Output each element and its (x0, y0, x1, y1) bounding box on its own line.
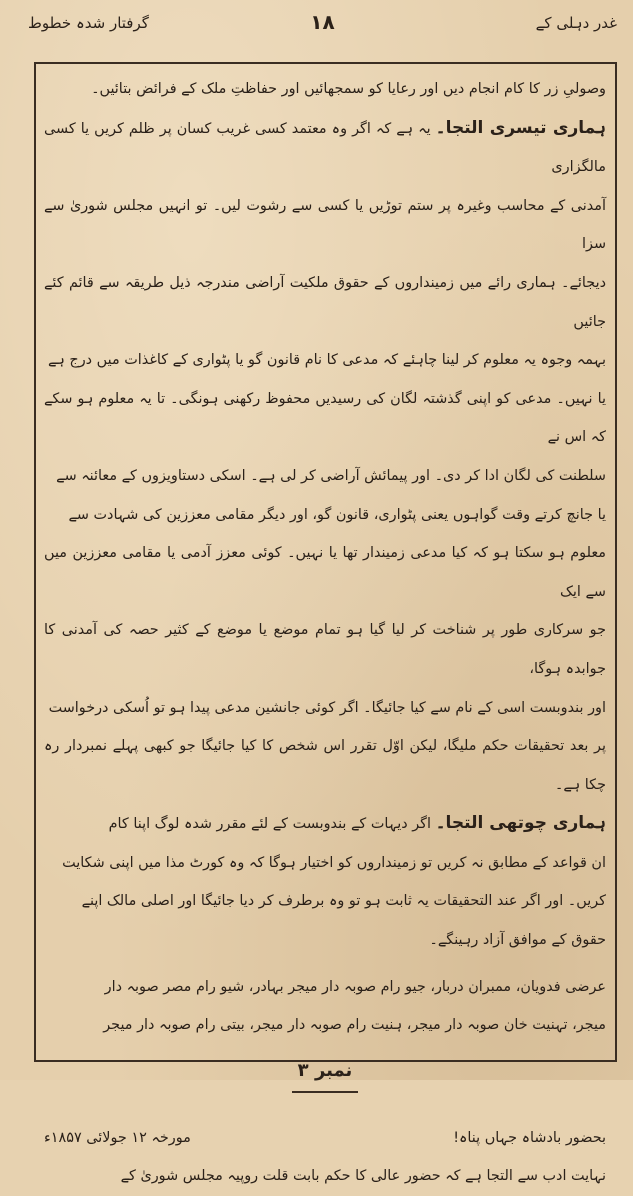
fourth-request-heading: ہماری چوتھی التجا۔ (435, 813, 606, 834)
body-line-text: اگر دیہات کے بندوبست کے لئے مقرر شدہ لوگ اپنا کام (108, 816, 436, 833)
body-line: یا نہیں۔ مدعی کو اپنی گذشتہ لگان کی رسیدیں محفوظ رکھنی ہونگی۔ تا یہ معلوم ہو سکے کہ اس نے (44, 390, 606, 446)
body-line (44, 109, 606, 187)
body-line: کریں۔ اور اگر عند التحقیقات یہ ثابت ہو تو وہ برطرف کر دیا جائیگا اور اصلی مالک اپنے (81, 893, 606, 910)
letter-number-text: نمبر ۳ (292, 1051, 359, 1093)
body-line: آمدنی کے محاسب وغیرہ پر ستم توڑیں یا کسی سے رشوت لیں۔ تو انہیں مجلس شوریٰ سے سزا (44, 197, 606, 253)
header-title-left: گرفتار شدہ خطوط (28, 14, 149, 32)
body-line: نہایت ادب سے التجا ہے کہ حضور عالی کا حکم بابت قلت روپیہ مجلس شوریٰ کے (120, 1168, 606, 1185)
header-title-right: غدر دہلی کے (535, 14, 617, 32)
letter-number (44, 1051, 606, 1093)
salutation: بحضور بادشاہ جہاں پناہ! (453, 1129, 606, 1146)
signatories-line-2: میجر، تہنیت خان صوبہ دار میجر، ہنیت رام صوبہ دار میجر، بیتی رام صوبہ دار میجر (103, 1017, 606, 1034)
body-line: یا جانچ کرتے وقت گواہوں یعنی پٹواری، قانون گو، اور دیگر مقامی معززین کی شہادت سے (68, 506, 606, 523)
letter-date: مورخہ ۱۲ جولائی ۱۸۵۷ء (44, 1129, 191, 1146)
body-line-text: یہ ہے کہ اگر وہ معتمد کسی غریب کسان پر ظلم کریں یا کسی مالگزاری (44, 120, 606, 176)
body-line: ان قواعد کے مطابق نہ کریں تو زمینداروں کو اختیار ہوگا کہ وہ کورٹ مذا میں اپنی شکایت (62, 854, 606, 871)
body-line (44, 804, 606, 844)
signatories-line-1: عرضی فدویان، ممبران دربار، جیو رام صوبہ دار میجر بہادر، شیو رام مصر صوبہ دار (104, 978, 606, 995)
body-line: حقوق کے موافق آزاد رہینگے۔ (429, 932, 606, 949)
body-line: سلطنت کی لگان ادا کر دی۔ اور پیمائش آراضی کر لی ہے۔ اسکی دستاویزوں کے معائنہ سے (56, 467, 606, 484)
page-header (28, 8, 617, 44)
body-line: وصولیِ زر کا کام انجام دیں اور رعایا کو سمجھائیں اور حفاظتِ ملک کے فرائض بتائیں۔ (91, 81, 606, 97)
body-line: بہمہ وجوہ یہ معلوم کر لینا چاہئے کہ مدعی کا نام قانون گو یا پٹواری کے کاغذات میں درج ہے (47, 352, 606, 369)
body-line: معلوم ہو سکتا ہو کہ کیا مدعی زمیندار تھا یا نہیں۔ کوئی معزز آدمی یا مقامی معززین میں سے ایک (44, 545, 606, 600)
body-line: دیجائے۔ ہماری رائے میں زمینداروں کے حقوق ملکیت آراضی مندرجہ ذیل طریقہ سے قائم کئے جائیں (44, 274, 606, 330)
body-line: جو سرکاری طور پر شناخت کر لیا گیا ہو تمام موضع یا موضع کے کثیر حصہ کی آمدنی کا جوابدہ ہوگا، (44, 622, 606, 677)
body-line: پر بعد تحقیقات حکم ملیگا، لیکن اوّل تقرر اس شخص کا کیا جائیگا جو کبھی پہلے نمبردار رہ چکا ہے۔ (44, 738, 606, 793)
page-number: ۱۸ (310, 10, 335, 34)
letter-body (44, 70, 606, 1196)
body-line: اور بندوبست اسی کے نام سے کیا جائیگا۔ اگر کوئی جانشین مدعی پیدا ہو تو اُسکی درخواست (48, 699, 606, 716)
address-row (44, 1119, 606, 1158)
third-request-heading: ہماری تیسری التجا۔ (435, 117, 606, 138)
